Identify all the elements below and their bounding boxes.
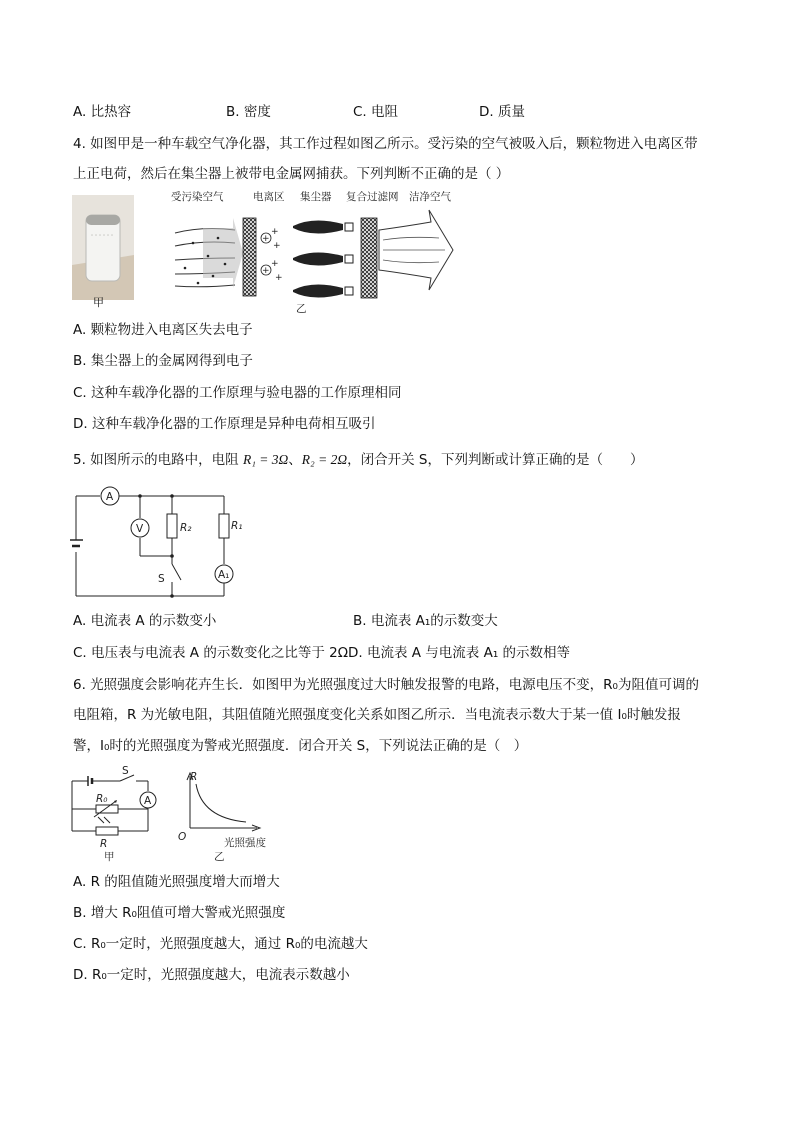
q6-r0-label: R₀ [96, 793, 108, 805]
q3-option-a: A. 比热容 [73, 104, 132, 120]
q5-voltmeter-v: V [136, 523, 144, 535]
q6-switch-s: S [122, 765, 129, 777]
q5-r2-equation: R₂ = 2Ω [301, 452, 348, 467]
q6-ammeter-a: A [144, 795, 152, 807]
q5-stem-sep: 、 [288, 452, 302, 468]
q4-option-a: A. 颗粒物进入电离区失去电子 [73, 322, 253, 338]
q6-graph-y-label: R [190, 771, 198, 783]
q6-graph-origin: O [178, 831, 187, 843]
q5-switch-s: S [158, 573, 165, 585]
q6-option-a: A. R 的阻值随光照强度增大而增大 [73, 874, 280, 890]
q6-fig-yi: 乙 [214, 851, 225, 862]
q6-option-b: B. 增大 R₀阻值可增大警戒光照强度 [73, 905, 286, 921]
svg-text:+: + [262, 266, 270, 276]
q4-label-filter: 复合过滤网 [346, 191, 399, 203]
q6-circuit-diagram [68, 765, 163, 869]
q5-ammeter-a1: A₁ [218, 569, 230, 581]
q5-r2-label: R₂ [180, 522, 192, 534]
q4-option-c: C. 这种车载净化器的工作原理与验电器的工作原理相同 [73, 385, 402, 401]
q5-option-c: C. 电压表与电流表 A 的示数变化之比等于 2Ω [73, 645, 349, 661]
svg-text:+: + [273, 241, 281, 251]
q4-label-collector: 集尘器 [300, 191, 332, 203]
q6-r-label: R [100, 838, 108, 850]
q5-r1-label: R₁ [231, 520, 243, 532]
q4-fig-jia: 甲 [93, 296, 104, 309]
q4-fig-yi: 乙 [296, 303, 307, 315]
q6-graph-x-label: 光照强度 [224, 837, 266, 849]
q6-option-d: D. R₀一定时，光照强度越大，电流表示数越小 [73, 967, 350, 983]
q5-stem-pre: 5. 如图所示的电路中，电阻 [73, 452, 239, 468]
q4-label-clean: 洁净空气 [409, 191, 451, 203]
q6-option-c: C. R₀一定时，光照强度越大，通过 R₀的电流越大 [73, 936, 368, 952]
q4-label-polluted: 受污染空气 [171, 191, 224, 203]
q4-option-b: B. 集尘器上的金属网得到电子 [73, 353, 253, 369]
q3-option-b: B. 密度 [226, 104, 271, 120]
svg-text:+: + [275, 273, 283, 283]
svg-text:+: + [271, 259, 279, 269]
q5-circuit-diagram [70, 486, 250, 606]
q5-option-b: B. 电流表 A₁的示数变大 [353, 613, 498, 629]
q4-stem-line1: 4. 如图甲是一种车载空气净化器，其工作过程如图乙所示。受污染的空气被吸入后，颗粒物进入电离区带 [73, 136, 698, 152]
q3-option-c: C. 电阻 [353, 104, 399, 120]
air-purifier-photo [72, 195, 134, 300]
q6-stem-line3: 警，I₀时的光照强度为警戒光照强度．闭合开关 S，下列说法正确的是（ ） [73, 738, 528, 754]
q6-stem-line1: 6. 光照强度会影响花卉生长．如图甲为光照强度过大时触发报警的电路，电源电压不变，R₀为阻值可调的 [73, 677, 699, 693]
svg-text:+: + [262, 234, 270, 244]
q5-stem-post: ，闭合开关 S，下列判断或计算正确的是（ ） [347, 452, 644, 468]
svg-text:+: + [271, 227, 279, 237]
q3-option-d: D. 质量 [479, 104, 525, 120]
q6-fig-jia: 甲 [104, 851, 115, 863]
q4-option-d: D. 这种车载净化器的工作原理是异种电荷相互吸引 [73, 416, 376, 432]
q4-label-ionize: 电离区 [253, 191, 285, 203]
q5-ammeter-a: A [106, 491, 114, 503]
q5-option-a: A. 电流表 A 的示数变小 [73, 613, 217, 629]
q5-stem [73, 450, 643, 470]
q4-purifier-diagram [163, 188, 463, 322]
q4-stem-line2: 上正电荷，然后在集尘器上被带电金属网捕获。下列判断不正确的是（ ） [73, 166, 510, 182]
q6-stem-line2: 电阻箱，R 为光敏电阻，其阻值随光照强度变化关系如图乙所示．当电流表示数大于某一值 I₀时触发报 [73, 707, 681, 723]
q5-option-d: D. 电流表 A 与电流表 A₁ 的示数相等 [348, 645, 571, 661]
q5-r1-equation: R₁ = 3Ω [242, 452, 289, 467]
q6-resistance-graph [172, 770, 287, 866]
